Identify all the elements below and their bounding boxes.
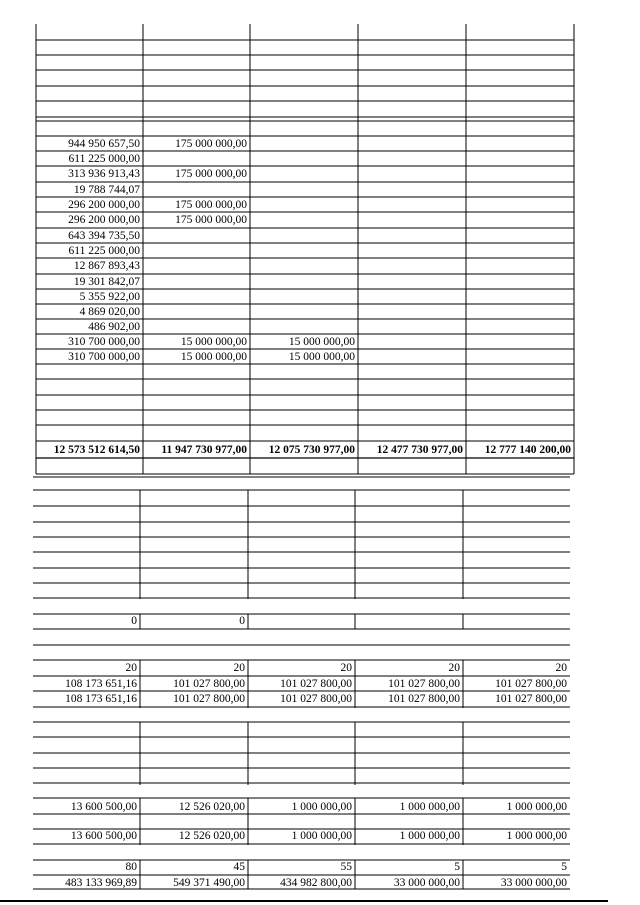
table-cell: 0 (131, 615, 137, 627)
table-cell: 611 225 000,00 (68, 245, 140, 257)
table-cell (250, 167, 358, 181)
table-cell: 33 000 000,00 (500, 877, 567, 889)
table-row (0, 350, 640, 364)
table-cell: 1 000 000,00 (399, 801, 460, 813)
table-cell: 12 075 730 977,00 (268, 444, 355, 456)
table-cell (250, 183, 358, 197)
table-cell (358, 137, 466, 151)
table-cell (250, 229, 358, 243)
table-cell: 611 225 000,00 (68, 153, 140, 165)
table-cell: 313 936 913,43 (68, 168, 140, 180)
table-cell (250, 320, 358, 334)
table-cell (250, 259, 358, 273)
table-row (0, 443, 640, 457)
table-cell (248, 614, 355, 628)
table-cell: 101 027 800,00 (388, 693, 460, 705)
table-cell: 20 (233, 662, 245, 674)
table-cell (250, 152, 358, 166)
table-cell: 296 200 000,00 (68, 199, 140, 211)
table-cell: 486 902,00 (88, 321, 140, 333)
table-cell (466, 259, 574, 273)
table-cell (143, 244, 250, 258)
table-cell: 101 027 800,00 (173, 678, 245, 690)
table-cell (143, 183, 250, 197)
table-cell: 33 000 000,00 (393, 877, 460, 889)
table-cell: 4 869 020,00 (79, 306, 140, 318)
table-cell: 101 027 800,00 (280, 678, 352, 690)
table-row (0, 152, 640, 166)
table-cell: 101 027 800,00 (173, 693, 245, 705)
table-cell (358, 152, 466, 166)
table-cell (466, 305, 574, 319)
table-cell: 108 173 651,16 (65, 678, 137, 690)
table-row (0, 677, 640, 691)
table-cell: 12 477 730 977,00 (376, 444, 463, 456)
table-cell (466, 320, 574, 334)
table-cell: 12 777 140 200,00 (484, 444, 571, 456)
table-cell: 15 000 000,00 (288, 351, 355, 363)
table-cell (143, 305, 250, 319)
table-cell: 5 (454, 861, 460, 873)
table-cell (143, 152, 250, 166)
table-cell (358, 259, 466, 273)
table-cell: 15 000 000,00 (288, 336, 355, 348)
table-cell (466, 275, 574, 289)
table-cell: 13 600 500,00 (70, 830, 137, 842)
table-row (0, 661, 640, 675)
table-cell: 101 027 800,00 (280, 693, 352, 705)
table-cell: 15 000 000,00 (180, 351, 247, 363)
table-cell (358, 244, 466, 258)
table-cell (250, 305, 358, 319)
table-cell (143, 259, 250, 273)
table-cell (250, 290, 358, 304)
table-cell (466, 244, 574, 258)
table-cell: 19 788 744,07 (73, 184, 140, 196)
table-row (0, 305, 640, 319)
table-cell (143, 320, 250, 334)
table-cell (250, 275, 358, 289)
table-cell: 1 000 000,00 (399, 830, 460, 842)
table-cell (358, 275, 466, 289)
table-cell (466, 198, 574, 212)
table-cell: 643 394 735,50 (68, 230, 140, 242)
table-cell: 434 982 800,00 (280, 877, 352, 889)
table-cell (358, 320, 466, 334)
table-cell (466, 335, 574, 349)
table-row (0, 167, 640, 181)
table-cell: 20 (340, 662, 352, 674)
table-cell: 5 355 922,00 (79, 291, 140, 303)
table-cell: 15 000 000,00 (180, 336, 247, 348)
table-cell: 1 000 000,00 (291, 830, 352, 842)
table-cell: 12 526 020,00 (178, 830, 245, 842)
table-cell (358, 198, 466, 212)
table-cell (358, 350, 466, 364)
table-cell: 12 526 020,00 (178, 801, 245, 813)
table-cell (358, 305, 466, 319)
table-cell (358, 229, 466, 243)
table-cell: 101 027 800,00 (388, 678, 460, 690)
table-row (0, 829, 640, 843)
table-cell: 310 700 000,00 (68, 336, 140, 348)
table-cell: 483 133 969,89 (65, 877, 137, 889)
table-row (0, 213, 640, 227)
table-cell (466, 229, 574, 243)
table-cell: 1 000 000,00 (291, 801, 352, 813)
table-cell (143, 229, 250, 243)
table-cell: 55 (340, 861, 352, 873)
table-row (0, 290, 640, 304)
table-cell: 549 371 490,00 (173, 877, 245, 889)
table-row (0, 198, 640, 212)
table-row (0, 137, 640, 151)
table-cell: 19 301 842,07 (73, 276, 140, 288)
table-cell: 80 (125, 861, 137, 873)
table-cell (358, 290, 466, 304)
table-cell: 296 200 000,00 (68, 214, 140, 226)
table-row (0, 614, 640, 628)
table-cell (466, 290, 574, 304)
table-cell: 108 173 651,16 (65, 693, 137, 705)
table-cell (250, 244, 358, 258)
table-cell (358, 213, 466, 227)
table-cell: 5 (561, 861, 567, 873)
table-cell: 175 000 000,00 (175, 138, 247, 150)
table-cell (250, 137, 358, 151)
table-cell: 20 (555, 662, 567, 674)
table-cell (466, 152, 574, 166)
table-cell: 13 600 500,00 (70, 801, 137, 813)
table-cell: 1 000 000,00 (506, 830, 567, 842)
page-bottom-rule (0, 900, 608, 902)
table-cell (466, 183, 574, 197)
table-cell (143, 290, 250, 304)
table-row (0, 860, 640, 874)
table-cell (358, 167, 466, 181)
table-cell: 0 (239, 615, 245, 627)
table-row (0, 244, 640, 258)
table-cell (250, 213, 358, 227)
table-cell (358, 183, 466, 197)
table-row (0, 320, 640, 334)
table-cell (466, 213, 574, 227)
table-cell: 12 573 512 614,50 (53, 444, 140, 456)
table-row (0, 800, 640, 814)
table-cell (143, 275, 250, 289)
table-cell: 175 000 000,00 (175, 199, 247, 211)
table-row (0, 183, 640, 197)
table-cell: 1 000 000,00 (506, 801, 567, 813)
table-cell (466, 167, 574, 181)
table-row (0, 259, 640, 273)
table-row (0, 335, 640, 349)
table-cell: 944 950 657,50 (68, 138, 140, 150)
table-row (0, 275, 640, 289)
table-cell: 101 027 800,00 (495, 678, 567, 690)
table-cell: 11 947 730 977,00 (161, 444, 247, 456)
table-cell: 12 867 893,43 (73, 260, 140, 272)
table-cell (250, 198, 358, 212)
table-cell: 175 000 000,00 (175, 168, 247, 180)
table-cell: 45 (233, 861, 245, 873)
table-row (0, 229, 640, 243)
table-cell (463, 614, 570, 628)
table-cell: 20 (448, 662, 460, 674)
table-row (0, 692, 640, 706)
table-cell: 310 700 000,00 (68, 351, 140, 363)
table-cell: 101 027 800,00 (495, 693, 567, 705)
table-cell (358, 335, 466, 349)
table-cell: 20 (125, 662, 137, 674)
table-cell (466, 137, 574, 151)
table-row (0, 876, 640, 890)
table-cell (466, 350, 574, 364)
table-cell (355, 614, 463, 628)
table-cell: 175 000 000,00 (175, 214, 247, 226)
